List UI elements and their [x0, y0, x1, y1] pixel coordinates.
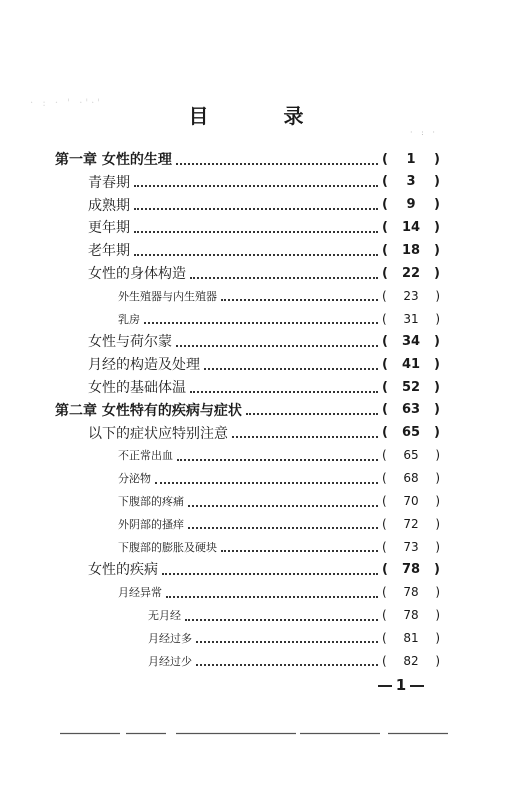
- dot-leader: [166, 595, 378, 598]
- toc-entry-page: [382, 312, 440, 326]
- page-title: 目 录: [188, 104, 338, 128]
- page-number-value: 78: [403, 608, 419, 622]
- toc-entry: [118, 285, 440, 307]
- toc-entry-title: 青春期: [88, 174, 130, 191]
- open-paren: (: [382, 174, 388, 190]
- toc-entry: [88, 194, 440, 216]
- toc-entry: [88, 330, 440, 352]
- toc-entry-page: [382, 334, 440, 349]
- close-paren: ): [434, 174, 440, 190]
- dot-leader: [196, 640, 378, 643]
- open-paren: (: [382, 494, 387, 508]
- toc-entry: [55, 148, 440, 170]
- toc-entry-title: 第二章 女性特有的疾病与症状: [55, 402, 242, 419]
- toc-entry-page: [382, 562, 440, 577]
- toc-entry-page: [382, 220, 440, 235]
- page-number-value: 52: [401, 379, 421, 395]
- open-paren: (: [382, 288, 387, 303]
- open-paren: (: [382, 333, 388, 349]
- dot-leader: [190, 276, 378, 279]
- toc-entry-title: 成熟期: [88, 197, 130, 214]
- toc-entry-page: [382, 540, 440, 554]
- toc-entry-title: 女性的基础体温: [88, 380, 186, 396]
- toc-entry-page: [382, 494, 440, 508]
- dot-leader: [144, 321, 378, 324]
- dot-leader: [134, 184, 378, 187]
- open-paren: (: [382, 516, 387, 531]
- close-paren: ): [435, 288, 440, 303]
- toc-entry: [118, 444, 440, 466]
- toc-entry-title: 外生殖器与内生殖器: [118, 289, 217, 303]
- close-paren: ): [435, 653, 440, 668]
- open-paren: (: [382, 356, 388, 372]
- toc-entry-title: 女性的疾病: [88, 562, 158, 579]
- toc-entry: [118, 581, 440, 603]
- toc-entry-title: 月经的构造及处理: [88, 357, 200, 374]
- page-number-value: 23: [403, 288, 419, 303]
- dot-leader: [185, 618, 378, 621]
- close-paren: ): [434, 197, 440, 213]
- toc-entry-page: [382, 243, 440, 258]
- page-number-value: 18: [401, 242, 421, 258]
- page-edge-line: [60, 732, 450, 735]
- close-paren: ): [434, 219, 440, 235]
- toc-entry: [118, 467, 440, 489]
- toc-entry-page: [382, 266, 440, 281]
- toc-entry-title: 女性与荷尔蒙: [88, 334, 172, 351]
- page-number-value: 63: [401, 402, 421, 418]
- toc-entry-page: [382, 425, 440, 440]
- toc-entry-page: [382, 471, 440, 485]
- close-paren: ): [434, 561, 440, 577]
- page-number-value: 78: [401, 561, 421, 577]
- page-number-value: 70: [403, 494, 419, 508]
- toc-entry-title: 下腹部的膨胀及硬块: [118, 540, 217, 554]
- close-paren: ): [435, 539, 440, 554]
- open-paren: (: [382, 311, 387, 326]
- open-paren: (: [382, 653, 387, 668]
- page-number-value: 3: [406, 174, 416, 190]
- page-number-value: 82: [403, 653, 419, 668]
- toc-entry-title: 乳房: [118, 312, 140, 326]
- page-number-value: 73: [403, 539, 419, 554]
- toc-entry-page: [382, 152, 440, 167]
- close-paren: ): [435, 448, 440, 463]
- page-number-value: 1: [406, 151, 416, 167]
- toc-entry-page: [382, 357, 440, 372]
- toc-entry-title: 以下的症状应特别注意: [88, 425, 228, 442]
- toc-entry-title: 第一章 女性的生理: [55, 152, 172, 168]
- open-paren: (: [382, 561, 388, 577]
- close-paren: ): [435, 585, 440, 600]
- toc-entry-title: 女性的身体构造: [88, 266, 186, 282]
- page-number-value: 68: [403, 471, 419, 486]
- open-paren: (: [382, 608, 387, 622]
- close-paren: ): [434, 379, 440, 395]
- dot-leader: [176, 162, 378, 165]
- open-paren: (: [382, 151, 388, 167]
- page-number-value: 65: [403, 448, 419, 463]
- open-paren: (: [382, 585, 387, 600]
- page-number-value: 22: [401, 265, 421, 281]
- open-paren: (: [382, 219, 388, 235]
- toc-entry-title: 不正常出血: [118, 449, 173, 463]
- page-number: 1: [372, 676, 430, 694]
- page-number-value: 65: [401, 425, 421, 441]
- toc-entry-title: 月经过多: [148, 631, 192, 645]
- toc-entry: [118, 490, 440, 512]
- toc-entry: [88, 171, 440, 193]
- toc-entry-title: 下腹部的疼痛: [118, 495, 184, 508]
- close-paren: ): [435, 494, 440, 508]
- close-paren: ): [434, 265, 440, 281]
- page-number-value: 9: [406, 197, 416, 213]
- toc-entry-title: 分泌物: [118, 472, 151, 486]
- toc-entry-page: [382, 654, 440, 668]
- toc-entry: [118, 513, 440, 535]
- toc-entry-title: 月经异常: [118, 586, 162, 600]
- dot-leader: [162, 572, 378, 575]
- dot-leader: [246, 412, 378, 415]
- toc-entry-title: 老年期: [88, 243, 130, 260]
- dot-leader: [232, 435, 378, 438]
- dot-leader: [190, 390, 378, 393]
- open-paren: (: [382, 242, 388, 258]
- close-paren: ): [434, 425, 440, 441]
- open-paren: (: [382, 471, 387, 486]
- close-paren: ): [435, 608, 440, 622]
- page-number-value: 41: [401, 356, 421, 372]
- dot-leader: [155, 481, 378, 484]
- dot-leader: [134, 230, 378, 233]
- dot-leader: [188, 526, 378, 529]
- toc-entry: [148, 650, 440, 672]
- page-number-value: 72: [403, 516, 419, 531]
- open-paren: (: [382, 539, 387, 554]
- close-paren: ): [434, 333, 440, 349]
- toc-entry-page: [382, 197, 440, 212]
- close-paren: ): [434, 402, 440, 418]
- dot-leader: [176, 344, 378, 347]
- open-paren: (: [382, 265, 388, 281]
- close-paren: ): [435, 311, 440, 326]
- open-paren: (: [382, 379, 388, 395]
- close-paren: ): [434, 356, 440, 372]
- toc-entry-page: [382, 448, 440, 462]
- toc-entry: [148, 604, 440, 626]
- toc-entry-page: [382, 517, 440, 531]
- close-paren: ): [434, 151, 440, 167]
- toc-entry: [148, 627, 440, 649]
- page-number-value: 34: [401, 333, 421, 349]
- close-paren: ): [435, 630, 440, 645]
- dot-leader: [221, 549, 378, 552]
- toc-entry: [88, 216, 440, 238]
- toc-entry-page: [382, 174, 440, 189]
- paper-stain: · : · ' ·'·': [30, 98, 104, 109]
- dot-leader: [196, 663, 378, 666]
- toc-entry: [88, 558, 440, 580]
- dot-leader: [134, 207, 378, 210]
- dot-leader: [221, 298, 378, 301]
- open-paren: (: [382, 425, 388, 441]
- toc-entry: [88, 353, 440, 375]
- page-number-value: 14: [401, 219, 421, 235]
- open-paren: (: [382, 197, 388, 213]
- dot-leader: [204, 367, 378, 370]
- page-number-value: 81: [403, 630, 419, 645]
- dot-leader: [134, 253, 378, 256]
- toc-entry-page: [382, 380, 440, 395]
- toc-entry-page: [382, 608, 440, 622]
- toc-entry: [88, 239, 440, 261]
- page-number-value: 31: [403, 311, 419, 326]
- close-paren: ): [435, 516, 440, 531]
- toc-entry-page: [382, 631, 440, 645]
- dot-leader: [177, 458, 378, 461]
- toc-entry: [55, 399, 440, 421]
- open-paren: (: [382, 448, 387, 463]
- toc-entry-page: [382, 289, 440, 303]
- close-paren: ): [435, 471, 440, 486]
- paper-stain: · : ·: [410, 128, 438, 137]
- close-paren: ): [434, 242, 440, 258]
- toc-entry-title: 外阴部的搔痒: [118, 517, 184, 531]
- toc-entry: [118, 308, 440, 330]
- toc-entry-title: 月经过少: [148, 654, 192, 668]
- toc-entry-page: [382, 402, 440, 417]
- page-number-value: 78: [403, 585, 419, 600]
- dot-leader: [188, 504, 378, 507]
- toc-entry: [88, 422, 440, 444]
- toc-entry-title: 无月经: [148, 609, 181, 622]
- toc-entry: [88, 376, 440, 398]
- toc-entry: [118, 536, 440, 558]
- open-paren: (: [382, 402, 388, 418]
- toc-entry-title: 更年期: [88, 220, 130, 237]
- toc-entry: [88, 262, 440, 284]
- toc-entry-page: [382, 585, 440, 599]
- open-paren: (: [382, 630, 387, 645]
